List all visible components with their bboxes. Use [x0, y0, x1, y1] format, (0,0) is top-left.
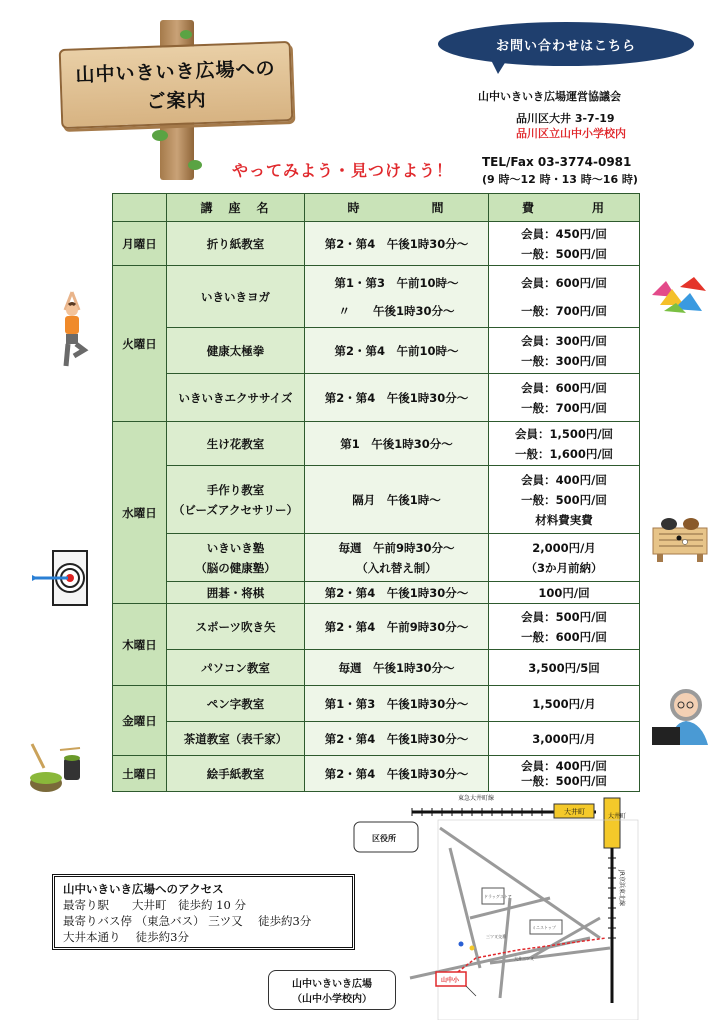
- time-cell: [305, 534, 489, 582]
- time-text: 第2・第4 午後1時30分〜: [324, 390, 469, 405]
- course-name: スポーツ吹き矢: [195, 619, 276, 634]
- fee-cell: [489, 756, 640, 792]
- day-thursday: 木曜日: [113, 604, 167, 686]
- course-name: いきいき塾: [206, 540, 265, 555]
- fee-cell: [489, 328, 640, 374]
- fee-cell: [489, 266, 640, 328]
- header-time: 時 間: [305, 194, 489, 222]
- time-text: 第2・第4 午前10時〜: [334, 343, 459, 358]
- vine-leaf: [180, 30, 192, 39]
- time-text: 毎週 午後1時30分〜: [338, 660, 455, 675]
- fee-cell: [489, 374, 640, 422]
- shop-label: ミニストップ: [532, 925, 556, 930]
- station-label-vertical: 大井町: [608, 813, 627, 820]
- day-wednesday: 水曜日: [113, 422, 167, 604]
- course-cell: [167, 650, 305, 686]
- table-row: [113, 604, 640, 650]
- course-cell: [167, 534, 305, 582]
- contact-bubble: [438, 22, 694, 66]
- elder-computer-user-icon: [650, 683, 712, 747]
- address: 品川区大井 3-7-19: [516, 112, 615, 125]
- table-header-row: [113, 194, 640, 222]
- time-cell: [305, 328, 489, 374]
- time-cell: [305, 686, 489, 722]
- time-text: 隔月 午後1時〜: [352, 492, 441, 507]
- time-note: （入れ替え制）: [356, 560, 437, 575]
- time-text: 第2・第4 午後1時30分〜: [324, 766, 469, 781]
- time-text: 第2・第4 午後1時30分〜: [324, 236, 469, 251]
- day-monday: 月曜日: [113, 222, 167, 266]
- access-title: 山中いきいき広場へのアクセス: [63, 882, 224, 896]
- course-detail: （脳の健康塾）: [195, 560, 276, 575]
- fee-general: 一般：500円/回: [521, 492, 607, 507]
- day-saturday: 土曜日: [113, 756, 167, 792]
- time-cell: [305, 650, 489, 686]
- table-row: [113, 582, 640, 604]
- bus-stop-label: 大井三ツ又: [514, 956, 534, 961]
- origami-cranes-icon: [650, 275, 708, 315]
- organizer: 山中いきいき広場運営協議会: [478, 90, 621, 103]
- school-location: 品川区立山中小学校内: [516, 127, 626, 140]
- go-board-icon: [649, 512, 711, 564]
- map-callout: [268, 970, 396, 1010]
- fee-text: 1,500円/月: [532, 696, 596, 711]
- title-signboard: [59, 41, 294, 129]
- table-row: [113, 328, 640, 374]
- phone-number: TEL/Fax 03-3774-0981: [482, 155, 632, 169]
- time-text: 毎週 午前9時30分〜: [338, 540, 455, 555]
- time-text: 第2・第4 午後1時30分〜: [324, 731, 469, 746]
- course-cell: [167, 222, 305, 266]
- jr-label: JR京浜東北線: [618, 870, 625, 906]
- course-name: パソコン教室: [201, 660, 270, 675]
- station-label: 大井町: [564, 808, 585, 816]
- course-cell: [167, 266, 305, 328]
- table-row: [113, 374, 640, 422]
- course-cell: [167, 686, 305, 722]
- table-row: [113, 266, 640, 328]
- table-row: [113, 422, 640, 466]
- time-cell: [305, 222, 489, 266]
- vine-leaf: [152, 130, 168, 141]
- fee-cell: [489, 222, 640, 266]
- time-cell: [305, 422, 489, 466]
- fee-member: 会員：600円/回: [521, 380, 607, 395]
- fee-text: 3,000円/月: [532, 731, 596, 746]
- fee-member: 会員：500円/回: [521, 609, 607, 624]
- tea-ceremony-icon: [26, 738, 86, 798]
- course-cell: [167, 422, 305, 466]
- fee-general: 一般：600円/回: [521, 629, 607, 644]
- fee-cell: [489, 466, 640, 534]
- fee-text: 2,000円/月: [532, 540, 596, 555]
- railway-label: 東急大井町線: [458, 795, 495, 802]
- fee-member: 会員：400円/回: [521, 758, 607, 773]
- table-row: [113, 722, 640, 756]
- header-fee: 費 用: [489, 194, 640, 222]
- time-text: 第2・第4 午後1時30分〜: [324, 585, 469, 600]
- fee-cell: [489, 582, 640, 604]
- course-name: ペン字教室: [206, 696, 265, 711]
- fee-general: 一般：700円/回: [521, 400, 607, 415]
- fee-member: 会員：450円/回: [521, 226, 607, 241]
- time-cell: [305, 582, 489, 604]
- fee-cell: [489, 686, 640, 722]
- access-bus: 最寄りバス停 （東急バス） 三ツ又 徒歩約3分: [63, 914, 312, 928]
- day-friday: 金曜日: [113, 686, 167, 756]
- time-cell: [305, 722, 489, 756]
- map-callout-line1: 山中いきいき広場: [292, 979, 372, 990]
- fee-cell: [489, 604, 640, 650]
- fee-text: 100円/回: [538, 585, 590, 600]
- course-cell: [167, 604, 305, 650]
- page-title: 山中いきいき広場への: [75, 57, 276, 87]
- header-day: [113, 194, 167, 222]
- course-cell: [167, 328, 305, 374]
- course-name: 囲碁・将棋: [206, 585, 265, 600]
- slogan: やってみよう・見つけよう！: [232, 161, 454, 180]
- page-subtitle: ご案内: [146, 88, 207, 114]
- time-cell: [305, 604, 489, 650]
- time-text: 第1・第3 午前10時〜: [334, 275, 459, 290]
- course-cell: [167, 722, 305, 756]
- schedule-table: [112, 193, 640, 792]
- fee-cell: [489, 722, 640, 756]
- course-name: 手作り教室: [206, 482, 265, 497]
- table-row: [113, 756, 640, 792]
- contact-bubble-tail: [490, 58, 508, 74]
- header-course: 講 座 名: [167, 194, 305, 222]
- fee-member: 会員：600円/回: [521, 275, 607, 290]
- fee-member: 会員：300円/回: [521, 333, 607, 348]
- fee-cell: [489, 534, 640, 582]
- vine-leaf: [188, 160, 202, 170]
- course-name: 健康太極拳: [206, 343, 265, 358]
- table-row: [113, 650, 640, 686]
- shop-label: ドラッグストア: [484, 894, 512, 899]
- course-detail: （ビーズアクセサリー）: [172, 502, 299, 517]
- course-cell: [167, 374, 305, 422]
- fee-cell: [489, 650, 640, 686]
- table-row: [113, 222, 640, 266]
- time-cell: [305, 466, 489, 534]
- access-station: 最寄り駅 大井町 徒歩約 10 分: [63, 898, 246, 912]
- fee-general: 一般：500円/回: [521, 246, 607, 261]
- course-name: いきいきヨガ: [201, 289, 270, 304]
- fee-note: （3か月前納）: [525, 560, 603, 575]
- shop-label: 三ツ又交番: [486, 934, 506, 939]
- school-mark-label: 山中小: [441, 977, 460, 984]
- course-cell: [167, 756, 305, 792]
- course-name: 折り紙教室: [206, 236, 265, 251]
- contact-bubble-text: お問い合わせはこちら: [495, 38, 636, 54]
- course-name: 絵手紙教室: [206, 766, 265, 781]
- course-cell: [167, 466, 305, 534]
- table-row: [113, 686, 640, 722]
- fee-materials: 材料費実費: [535, 512, 593, 527]
- access-info-box: [52, 874, 355, 950]
- time-cell: [305, 374, 489, 422]
- time-cell: [305, 756, 489, 792]
- table-row: [113, 466, 640, 534]
- time-text: 〃 午後1時30分〜: [338, 303, 455, 318]
- fee-text: 3,500円/5回: [528, 660, 600, 675]
- office-hours: (9 時〜12 時・13 時〜16 時): [482, 173, 638, 186]
- fee-member: 会員：1,500円/回: [514, 426, 614, 441]
- fee-cell: [489, 422, 640, 466]
- day-tuesday: 火曜日: [113, 266, 167, 422]
- course-name: いきいきエクササイズ: [178, 390, 293, 405]
- fee-general: 一般：500円/回: [521, 773, 607, 788]
- ward-office-label: 区役所: [372, 834, 396, 843]
- dart-target-icon: [30, 548, 90, 608]
- time-text: 第1 午後1時30分〜: [340, 436, 453, 451]
- table-row: [113, 534, 640, 582]
- course-name: 茶道教室（表千家）: [183, 731, 288, 746]
- map-callout-line2: （山中小学校内）: [292, 994, 372, 1005]
- time-cell: [305, 266, 489, 328]
- fee-member: 会員：400円/回: [521, 472, 607, 487]
- time-text: 第2・第4 午前9時30分〜: [324, 619, 469, 634]
- fee-general: 一般：700円/回: [521, 303, 607, 318]
- yoga-person-icon: [52, 290, 92, 370]
- time-text: 第1・第3 午後1時30分〜: [324, 696, 469, 711]
- access-street: 大井本通り 徒歩約3分: [63, 930, 189, 944]
- course-cell: [167, 582, 305, 604]
- course-name: 生け花教室: [206, 436, 265, 451]
- fee-general: 一般：300円/回: [521, 353, 607, 368]
- fee-general: 一般：1,600円/回: [514, 446, 614, 461]
